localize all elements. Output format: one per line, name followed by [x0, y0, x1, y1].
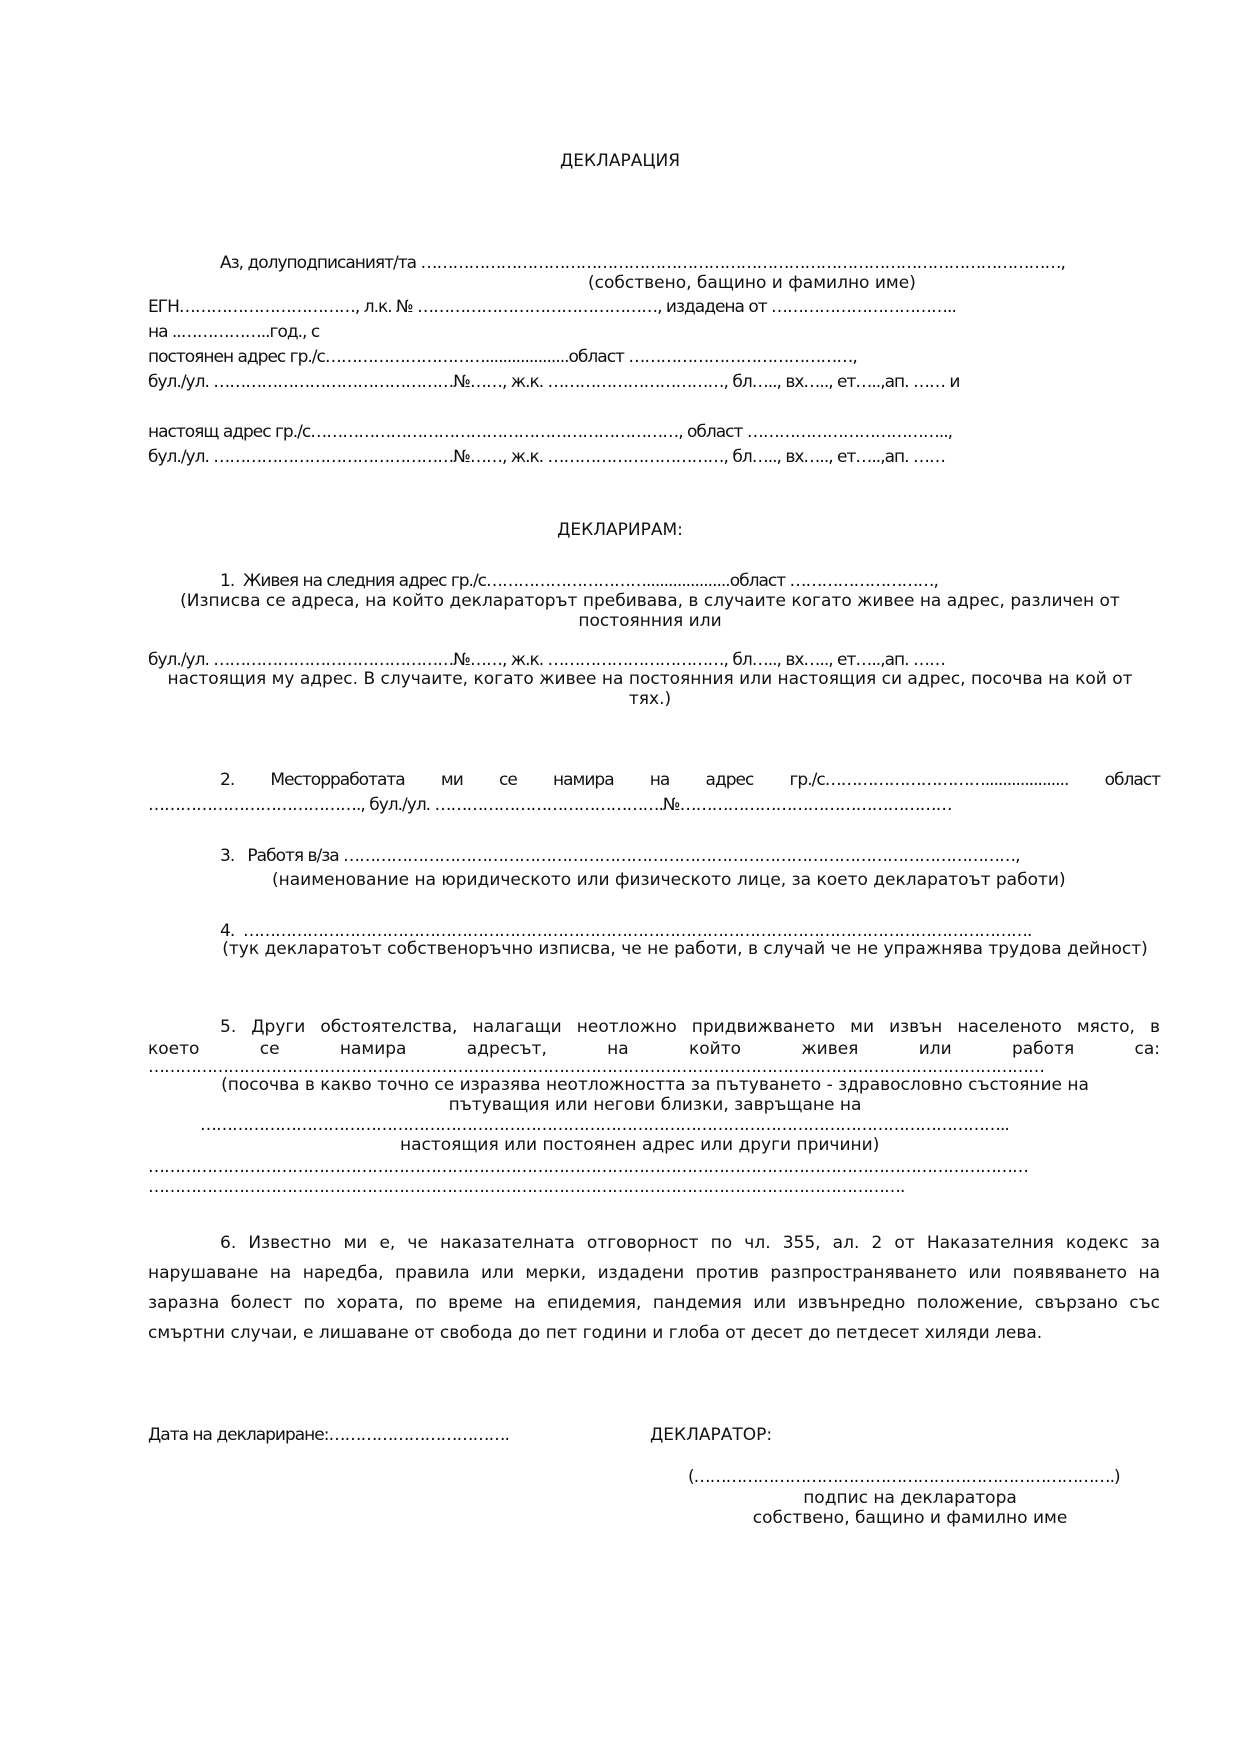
- declarator-label: ДЕКЛАРАТОР:: [650, 1425, 773, 1445]
- item5-dots-line1: ……………………………………………………………………………………………………………………………………………………: [148, 1057, 1044, 1077]
- item5-caption: (посочва в какво точно се изразява неотложността за пътуването - здравословно състояние на пътуващия или негови близки, завръщане на: [221, 1075, 1089, 1115]
- item1-caption: (Изписва се адреса, на който деклараторът пребивава, в случаите когато живее на адрес, различен от постоянния или: [180, 591, 1120, 631]
- permanent-street-line: бул./ул. ………………………………………№……, ж.к. ……………………………, бл….., вх….., ет…..,ап. …… и: [148, 372, 960, 392]
- item5-dots-line3: …………………………………………………………………………………………………………………………………………………: [148, 1157, 1028, 1177]
- item1-caption-continued: настоящия му адрес. В случаите, когато живее на постоянния или настоящия си адрес, посочва на кой от тях.): [167, 669, 1133, 709]
- signature-caption: подпис на декларатора: [803, 1488, 1017, 1508]
- item5-dots-line2: ……………………………………………………………………………………………………………………………………..: [200, 1115, 1009, 1135]
- current-address-line: настоящ адрес гр./с……………………………………………………………, област ………………………………..,: [148, 422, 953, 442]
- item2-address-line: 2. Месторработата ми се намира на адрес гр./с…………………………................... област: [220, 770, 1160, 790]
- item5-caption-continued: настоящия или постоянен адрес или други причини): [400, 1135, 880, 1155]
- item3-employer-line: 3. Работя в/за ………………………………………………………………………………………………………………,: [220, 846, 1020, 866]
- name-line: Аз, долуподписаният/та …………………………………………………………………………………………………………,: [220, 253, 1065, 273]
- name-caption: (собствено, бащино и фамилно име): [588, 273, 916, 293]
- item4-line: 4. ………………………………………………………………………………………………………………………………….: [220, 921, 1032, 941]
- declaration-date-label: Дата на деклариране:…………………………….: [148, 1425, 509, 1445]
- item5-line1: 5. Други обстоятелства, налагащи неотложно придвижването ми извън населеното място, в: [220, 1017, 1160, 1037]
- item2-street-line: …………………………………., бул./ул. …………………………………….№……………………………………………: [148, 795, 952, 815]
- current-street-line: бул./ул. ………………………………………№……, ж.к. ……………………………, бл….., вх….., ет…..,ап. ……: [148, 447, 945, 467]
- item1-address-line: 1. Живея на следния адрес гр./с…………………………...................област ………………………,: [220, 571, 938, 591]
- item5-dots-line4: …………………………………………………………………………………………………………………………….: [148, 1177, 905, 1197]
- permanent-address-line: постоянен адрес гр./с…………………………...................област ……………………………………,: [148, 347, 857, 367]
- declare-heading: ДЕКЛАРИРАМ:: [557, 520, 683, 540]
- item5-line2: което се намира адресът, на който живея или работя са:: [148, 1039, 1160, 1059]
- item3-caption: (наименование на юридическото или физическото лице, за което декларатоът работи): [272, 870, 1066, 890]
- document-title: ДЕКЛАРАЦИЯ: [559, 151, 681, 171]
- issue-date-line: на ..……………..год., с: [148, 322, 320, 342]
- egn-line: ЕГН……………………………, л.к. № ………………………………………, издадена от ……………………………..: [148, 297, 956, 317]
- item6-paragraph: 6. Известно ми е, че наказателната отговорност по чл. 355, ал. 2 от Наказателния кодекс за нарушаване на наредба, правила или мерки, издадени против разпространяването или появяването на заразна болест по хората, по време на епидемия, пандемия или извънредно положение, свързано със смъртни случаи, е лишаване от свобода до пет години и глоба от десет до петдесет хиляди лева.: [148, 1233, 1160, 1343]
- item4-caption: (тук декларатоът собственоръчно изписва, че не работи, в случай че не упражнява трудова дейност): [222, 939, 1148, 959]
- item1-street-line: бул./ул. ………………………………………№……, ж.к. ……………………………, бл….., вх….., ет…..,ап. ……: [148, 650, 945, 670]
- signature-line: (…………………………………………………………………….): [688, 1467, 1120, 1487]
- signature-name-caption: собствено, бащино и фамилно име: [752, 1508, 1068, 1528]
